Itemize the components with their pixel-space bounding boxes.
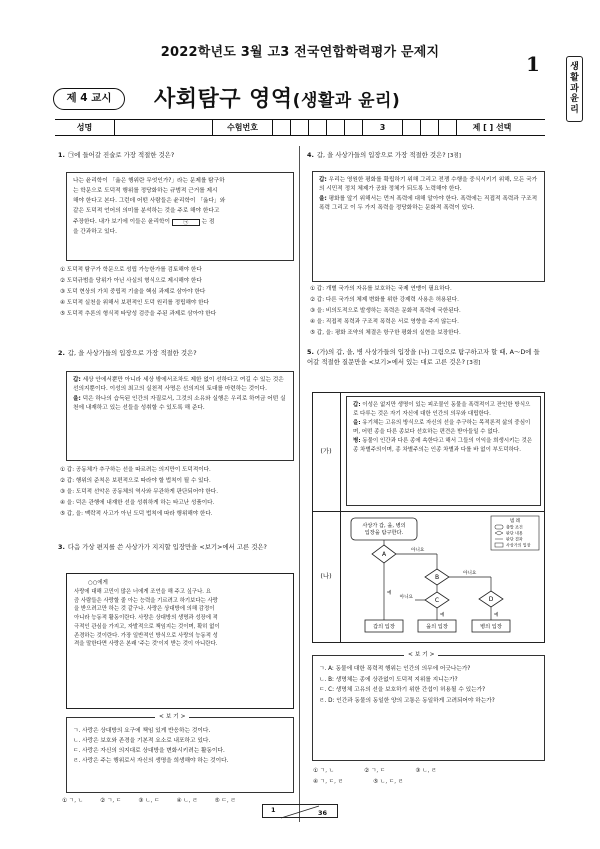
- info-bar: [55, 119, 545, 136]
- answer-option[interactable]: ③ 을: 도덕적 선악은 공동체의 역사와 무관하게 판단되어야 한다.: [60, 488, 218, 495]
- speaker: 을:: [73, 396, 81, 403]
- answer-option[interactable]: ⑤ ㄴ, ㄷ, ㄹ: [373, 778, 404, 785]
- speaker: 병:: [353, 438, 361, 445]
- legend-item: 판단 내용: [506, 530, 523, 536]
- na-label: (나): [320, 572, 332, 580]
- points-mark: [3점]: [467, 359, 481, 366]
- letter-line: 극적인 관심을 가지고, 자발적으로 책임지는 것이며, 확히 없이: [74, 623, 220, 630]
- boki-label: < 보 기 >: [404, 651, 438, 659]
- legend-title: 범 례: [510, 519, 520, 524]
- answer-option[interactable]: ② ㄱ, ㄷ: [364, 768, 386, 774]
- result-label: 병의 입장: [480, 624, 502, 630]
- question-stem: 갑, 을 사상가들의 입장으로 가장 적절한 것은?: [316, 151, 446, 159]
- answer-option[interactable]: ④ ㄴ, ㄹ: [176, 798, 198, 804]
- q2-options: [60, 465, 218, 520]
- question-5: [307, 348, 545, 367]
- exam-no-digit-box[interactable]: [273, 120, 291, 135]
- answer-option[interactable]: ② 갑: 다른 국가의 체제 변화를 위한 강제력 사용은 허용된다.: [310, 296, 459, 303]
- speaker-text: 동물이 인간과 다른 종에 속한다고 해서 그들의 이익을 희생시키는 것은 종 차별주의이며, 종 차별주의는 인종 차별과 다를 바 없이 부도덕하다.: [353, 438, 533, 453]
- session-badge: 제 4 교시: [53, 88, 125, 110]
- answer-option[interactable]: ② ㄱ, ㄷ: [100, 798, 122, 804]
- name-label: 성명: [55, 120, 115, 135]
- node-label: D: [488, 596, 494, 603]
- letter-line: 아니라 능동적 활동이란다. 사랑은 상대방의 생명과 성장에 적: [74, 615, 218, 621]
- flow-start-line: 사상가 갑, 을, 병의: [362, 523, 406, 529]
- answer-option[interactable]: ③ 도덕 현상의 가치 중립적 기술을 핵심 과제로 삼아야 한다: [60, 288, 206, 295]
- speaker: 갑:: [353, 402, 361, 408]
- question-number: 4.: [307, 151, 314, 159]
- speaker-text: 평화를 앞기 위해서는 먼저 폭력에 대해 알아야 한다. 폭력에는 직접적 폭력과 구조적 폭력 그리고 이 두 가지 폭력을 정당화하는 문화적 폭력이 있다.: [319, 196, 538, 212]
- speaker: 갑:: [319, 177, 327, 183]
- answer-option[interactable]: ④ 을: 직접적 폭력과 구조적 폭력은 서로 영향을 주지 않는다.: [310, 318, 459, 325]
- answer-option[interactable]: ③ ㄴ, ㄹ: [415, 768, 437, 774]
- boki-item: ㄷ. C: 생명체 고유의 선을 보호하기 위한 간섭이 허용될 수 있는가?: [319, 687, 486, 694]
- question-number: 1.: [58, 151, 65, 159]
- node-label: A: [381, 551, 387, 558]
- start-box: [351, 518, 417, 540]
- legend-item: 출발 조건: [506, 524, 523, 530]
- blank-suffix: 는 점: [201, 218, 215, 225]
- answer-option[interactable]: ③ ㄴ, ㄷ: [138, 798, 160, 804]
- boki-item: ㄷ. 사랑은 자신의 의지대로 상대방을 변화시키려는 활동이다.: [73, 748, 225, 755]
- exam-no-digit-box[interactable]: [309, 120, 327, 135]
- name-field[interactable]: [115, 120, 213, 135]
- node-label: C: [434, 597, 440, 604]
- answer-option[interactable]: ④ 도덕적 실천을 위해서 보편적인 도덕 원리를 정립해야 한다: [60, 299, 209, 306]
- question-stem: 갑, 을 사상가들의 입장으로 가장 적절한 것은?: [67, 349, 197, 357]
- passage-line: 을 간과하고 있다.: [73, 228, 117, 235]
- passage-line: 는 학문으로 도덕적 행위를 정당화하는 규범적 근거를 제시: [73, 188, 218, 195]
- legend-symbol-start: [495, 525, 503, 529]
- exam-no-digit-box[interactable]: [345, 120, 363, 135]
- exam-title: 2022학년도 3월 고3 전국연합학력평가 문제지: [160, 45, 440, 60]
- question-4: [307, 151, 545, 161]
- blank-box: ㉠: [172, 219, 200, 226]
- q3-letter-box: [66, 573, 294, 709]
- edge-no: 아니요: [463, 571, 477, 576]
- boki-item: ㄹ. D: 인간과 동물의 동일한 양의 고통은 동일하게 고려되어야 하는가?: [319, 698, 495, 705]
- q5-flowchart: [341, 512, 545, 643]
- edge-no: 아니요: [411, 548, 425, 553]
- letter-line: 격을 말한다면 사랑은 본래 '주는 것'이지 받는 것이 아니란다.: [74, 641, 218, 648]
- q5-boki-box: [312, 655, 545, 761]
- edge-yes: 예: [387, 591, 392, 596]
- q4-passage-box: [312, 171, 545, 282]
- passage-line: 해야 한다고 본다. 그런데 어떤 사람들은 윤리학이 「옳다」와: [73, 198, 226, 205]
- letter-line: 즘 사람들은 사랑할 줄 아는 능력을 기르려고 하기보다는 사랑: [74, 597, 218, 604]
- edge-yes: 예: [494, 613, 499, 618]
- edge-yes: 예: [440, 613, 445, 618]
- speaker-text: 세상 안에서뿐만 아니라 세상 밖에서조차도 제한 없이 선하다고 여길 수 있는 것은 선의지뿐이다. 이성의 최고의 실천적 사명은 선의지의 토대를 마련하는 것이다.: [73, 377, 284, 393]
- speaker: 갑:: [73, 377, 81, 383]
- exam-no-digit-box[interactable]: [291, 120, 309, 135]
- points-mark: [3점]: [447, 153, 461, 159]
- question-number: 2.: [58, 349, 65, 357]
- q5-ga-passage: [346, 396, 541, 506]
- question-3: [58, 543, 294, 553]
- letter-line: 사랑에 대해 고민이 많은 너에게 조언을 해 주고 싶구나. 요: [74, 588, 211, 595]
- answer-option[interactable]: ⑤ ㄷ, ㄹ: [214, 798, 236, 804]
- q1-passage-box: [66, 172, 294, 261]
- answer-option[interactable]: ③ 을: 비의도적으로 발생하는 폭력은 문화적 폭력에 국한된다.: [310, 307, 461, 314]
- answer-option[interactable]: ⑤ 갑, 을: 평화 조약의 체결은 항구한 평화의 실현을 보장한다.: [310, 329, 461, 336]
- result-label: 갑의 입장: [373, 624, 395, 630]
- edge-no: 아니요: [399, 595, 413, 600]
- main-subtitle: (생활과 윤리): [292, 91, 401, 111]
- side-tab-char: 윤: [570, 94, 579, 105]
- speaker-text: 유기체는 고유의 방식으로 자신의 선을 추구하는 목적론적 삶의 중심이며, 어떤 종을 다른 종보다 선호하는 편견은 받아들일 수 없다.: [353, 420, 531, 435]
- answer-option[interactable]: ⑤ 갑, 을: 맥락적 사고가 아닌 도덕 법칙에 따라 행위해야 한다.: [60, 510, 213, 517]
- q5-options: [313, 766, 545, 787]
- subject-side-tab: [566, 56, 583, 122]
- boki-item: ㄴ. B: 생명체는 종에 상관없이 도덕적 지위를 지니는가?: [319, 676, 458, 683]
- side-tab-char: 리: [570, 104, 579, 115]
- flow-start-line: 입장을 탐구한다.: [364, 530, 404, 536]
- q1-options: [60, 265, 216, 320]
- passage-line: 주장한다. 내가 보기에 이들은 윤리학이: [73, 218, 170, 225]
- exam-no-fixed-digit: 3: [363, 120, 403, 135]
- answer-option[interactable]: ⑤ 도덕적 추론의 형식적 타당성 검증을 주된 과제로 삼아야 한다: [60, 310, 217, 317]
- flow-start-text: [362, 521, 405, 536]
- exam-no-digit-box[interactable]: [421, 120, 439, 135]
- legend-item: 사상가의 입장: [506, 542, 531, 548]
- legend-symbol-position: [495, 543, 503, 547]
- passage-line: 같은 도덕적 언어의 의미를 분석하는 것을 주로 해야 한다고: [73, 208, 220, 215]
- main-title: [154, 84, 400, 116]
- legend-item: 판단 결과: [506, 536, 523, 542]
- speaker-text: 우리는 영원한 평화를 확립하기 위해 그리고 전쟁 수행을 중식시키기 위해, 모든 국가의 시민적 정치 체제가 공화 정체가 되도록 노력해야 한다.: [319, 177, 538, 193]
- footer-page-indicator: [262, 804, 338, 818]
- main-title-text: 사회탐구 영역: [154, 87, 293, 112]
- boki-item: ㄱ. 사랑은 상대방의 요구에 책임 있게 반응하는 것이다.: [73, 728, 211, 734]
- answer-option[interactable]: ① 도덕적 탐구가 학문으로 성립 가능한가를 검토해야 한다: [60, 267, 202, 273]
- q3-boki-box: [66, 717, 294, 793]
- answer-option[interactable]: ① ㄱ, ㄴ: [313, 768, 335, 774]
- side-tab-char: 생: [570, 62, 579, 73]
- speaker: 을:: [319, 196, 327, 203]
- ga-label: (가): [320, 447, 332, 455]
- column-divider: [299, 146, 300, 822]
- letter-line: 을 받으려고만 하는 것 같구나. 사랑은 상대방에 의해 감정이: [74, 606, 215, 613]
- boki-item: ㄱ. A: 동물에 대한 폭력적 행위는 인간의 의무에 어긋나는가?: [319, 666, 471, 672]
- passage-line: 나는 윤리학이 「옳은 행위란 무엇인가?」라는 문제를 탐구하: [73, 178, 225, 184]
- boki-label: < 보 기 >: [155, 713, 189, 721]
- boki-item: ㄴ. 사랑은 보호와 존경을 기본적 요소로 내포하고 있다.: [73, 738, 211, 745]
- exam-no-label: 수험번호: [213, 120, 273, 135]
- node-label: B: [434, 574, 440, 581]
- answer-option[interactable]: ④ ㄱ, ㄷ, ㄹ: [313, 778, 344, 785]
- subject-choice-label: 제 [ ] 선택: [472, 122, 512, 132]
- boki-item: ㄹ. 사랑은 주는 행위로서 자신의 생명을 희생해야 하는 것이다.: [73, 758, 229, 765]
- answer-option[interactable]: ① ㄱ, ㄴ: [62, 798, 84, 804]
- footer-page: 1: [271, 806, 276, 814]
- question-stem: 다음 가상 편지를 쓴 사상가가 지지할 입장만을 <보기>에서 고른 것은?: [67, 543, 267, 551]
- answer-option[interactable]: ② 갑: 행위의 준칙은 보편적으로 따라야 할 법칙이 될 수 있다.: [60, 477, 211, 484]
- exam-no-digit-box[interactable]: [439, 120, 457, 135]
- question-stem: ㉠에 들어갈 진술로 가장 적절한 것은?: [67, 151, 175, 159]
- q2-passage-box: [66, 371, 294, 461]
- question-number: 5.: [307, 348, 314, 356]
- speaker: 을:: [353, 420, 361, 427]
- exam-no-digit-box[interactable]: [327, 120, 345, 135]
- answer-option[interactable]: ④ 을: 덕은 관행에 내재한 선을 성취하게 하는 타고난 성품이다.: [60, 499, 215, 506]
- side-tab-char: 과: [570, 83, 579, 94]
- letter-greeting: ○○에게: [88, 580, 108, 586]
- answer-option[interactable]: ① 갑: 공동체가 추구하는 선을 따르려는 의지만이 도덕적이다.: [60, 467, 211, 473]
- question-1: [58, 151, 293, 161]
- question-number: 3.: [58, 543, 65, 551]
- result-label: 을의 입장: [426, 624, 448, 630]
- question-stem: (가)의 갑, 을, 병 사상가들의 입장을 (나) 그림으로 탐구하고자 할 때, A～D에 들어갈 적절한 질문만을 <보기>에서 있는 대로 고른 것은?: [307, 348, 540, 366]
- footer-total: 36: [317, 809, 327, 817]
- exam-no-digit-box[interactable]: [403, 120, 421, 135]
- answer-option[interactable]: ① 갑: 개별 국가의 자유를 보호하는 국제 연맹이 필요하다.: [310, 286, 452, 292]
- speaker-text: 이성은 없지만 생명이 있는 피조물인 동물을 폭력적이고 잔인한 방식으로 다루는 것은 자기 자신에 대한 인간의 의무와 대립한다.: [353, 402, 531, 417]
- speaker-text: 덕은 하나의 습득된 인간의 자질로서, 그것의 소유와 실행은 우리로 하여금 어떤 실천에 내재하고 있는 선들을 성취할 수 있도록 해 준다.: [73, 396, 286, 412]
- answer-option[interactable]: ② 도덕규범을 당위가 아닌 사실의 형식으로 제시해야 한다: [60, 277, 202, 284]
- q3-options: [62, 796, 236, 807]
- footer-slash: [263, 805, 339, 819]
- q4-options: [310, 284, 461, 339]
- page-number: 1: [526, 52, 540, 76]
- side-tab-char: 활: [570, 73, 579, 84]
- question-2: [58, 349, 293, 359]
- letter-line: 존경하는 것이란다. 가장 일반적인 방식으로 사랑의 능동적 성: [74, 632, 218, 639]
